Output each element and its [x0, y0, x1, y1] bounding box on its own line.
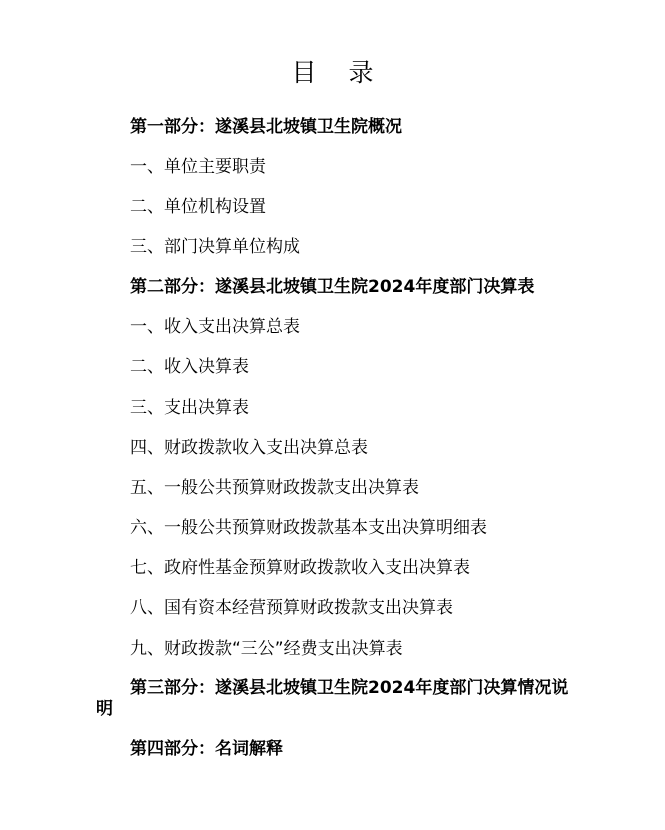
part2-heading: 第二部分：遂溪县北坡镇卫生院2024年度部门决算表	[130, 277, 535, 297]
toc-item: 二、单位机构设置	[130, 197, 266, 217]
toc-item: 五、一般公共预算财政拨款支出决算表	[130, 478, 419, 498]
toc-item: 三、部门决算单位构成	[130, 237, 300, 257]
toc-item: 八、国有资本经营预算财政拨款支出决算表	[130, 598, 453, 618]
toc-item: 二、收入决算表	[130, 357, 249, 377]
toc-item: 三、支出决算表	[130, 398, 249, 418]
toc-item: 一、单位主要职责	[130, 157, 266, 177]
toc-item: 九、财政拨款“三公”经费支出决算表	[130, 639, 403, 659]
toc-title: 目 录	[291, 58, 386, 87]
part4-heading: 第四部分：名词解释	[130, 739, 283, 759]
toc-item: 一、收入支出决算总表	[130, 317, 300, 337]
part3-heading: 第三部分：遂溪县北坡镇卫生院2024年度部门决算情况说明	[96, 678, 569, 719]
part1-heading: 第一部分：遂溪县北坡镇卫生院概况	[130, 117, 402, 137]
toc-item: 六、一般公共预算财政拨款基本支出决算明细表	[130, 518, 487, 538]
toc-item: 七、政府性基金预算财政拨款收入支出决算表	[130, 558, 470, 578]
toc-item: 四、财政拨款收入支出决算总表	[130, 438, 368, 458]
